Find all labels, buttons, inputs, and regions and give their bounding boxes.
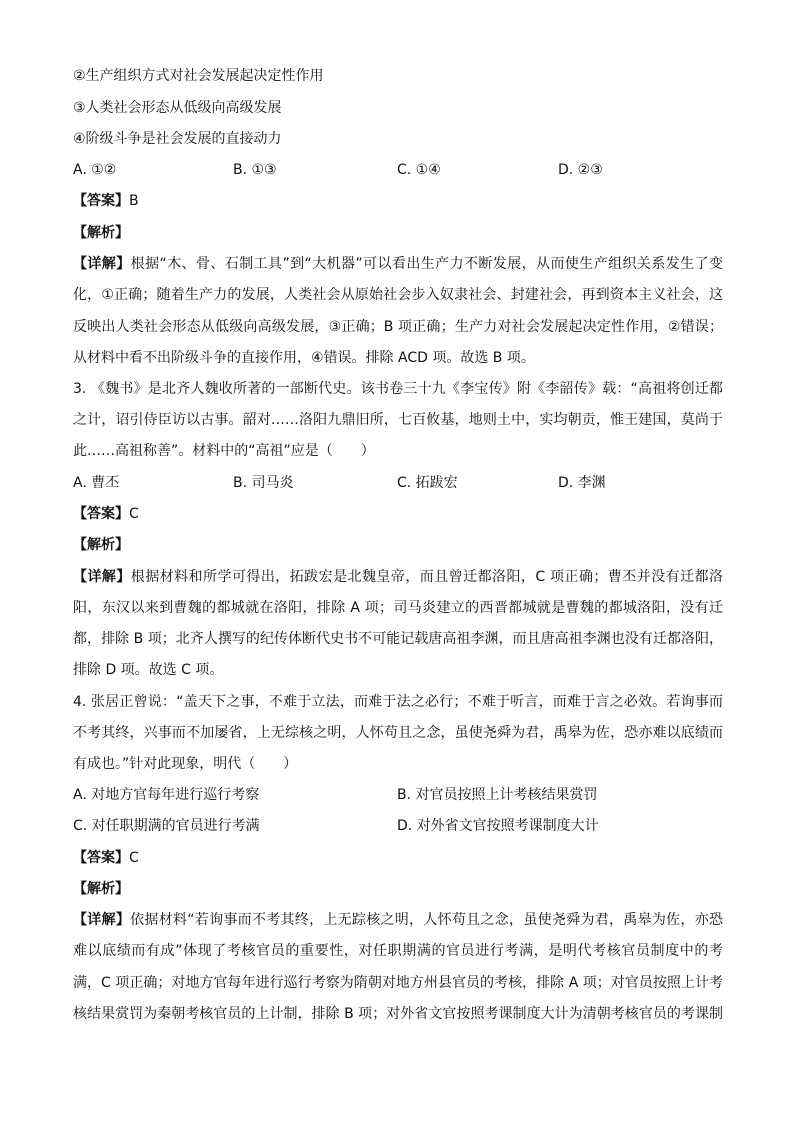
q2-statement-3: ③人类社会形态从低级向高级发展 [73, 100, 282, 116]
detail-tag: 【详解】 [73, 256, 131, 272]
q2-analysis-tag: 【解析】 [73, 225, 129, 241]
q4-option-d: D. 对外省文官按照考课制度大计 [397, 818, 599, 834]
detail-tag: 【详解】 [73, 569, 131, 585]
answer-value: C [129, 506, 139, 522]
detail-text: 根据材料和所学可得出，拓跋宏是北魏皇帝，而且曾迁都洛阳，C 项正确；曹丕并没有迁都洛 [130, 569, 723, 585]
q4-detail-line-3: 满，C 项正确；对地方官每年进行巡行考察为隋朝对地方州县官员的考核，排除 A 项；对官员按照上计考 [73, 975, 723, 991]
q3-stem-line-1: 3. 《魏书》是北齐人魏收所著的一部断代史。该书卷三十九《李宝传》附《李韶传》载：“高祖将创迁都 [73, 381, 723, 397]
q3-option-b: B. 司马炎 [233, 475, 294, 491]
q2-detail-line-2: 化，①正确；随着生产力的发展，人类社会从原始社会步入奴隶社会、封建社会，再到资本主义社会，这 [73, 287, 723, 303]
q4-detail-line-4: 核结果赏罚为秦朝考核官员的上计制，排除 B 项；对外省文官按照考课制度大计为清朝考核官员的考课制 [73, 1006, 723, 1022]
q3-answer-row [73, 504, 723, 524]
q2-detail-line-4: 从材料中看不出阶级斗争的直接作用，④错误。排除 ACD 项。故选 B 项。 [73, 350, 535, 366]
q3-detail-line-2: 阳，东汉以来到曹魏的都城就在洛阳，排除 A 项；司马炎建立的西晋都城就是曹魏的都城洛阳，没有迁 [73, 600, 723, 616]
q3-option-c: C. 拓跋宏 [397, 475, 458, 491]
q2-detail-line-1 [73, 254, 723, 274]
q3-stem-line-3: 此……高祖称善”。材料中的“高祖”应是（ ） [73, 443, 375, 459]
answer-tag: 【答案】 [73, 193, 129, 209]
detail-text: 根据“木、骨、石制工具”到“大机器”可以看出生产力不断发展，从而使生产组织关系发生了变 [130, 256, 723, 272]
q4-stem-line-1: 4. 张居正曾说：“盖天下之事，不难于立法，而难于法之必行；不难于听言，而难于言之必效。若询事而 [73, 694, 723, 710]
q3-option-a: A. 曹丕 [73, 475, 120, 491]
q4-option-b: B. 对官员按照上计考核结果赏罚 [397, 787, 598, 803]
q2-detail-line-3: 反映出人类社会形态从低级向高级发展，③正确；B 项正确；生产力对社会发展起决定性作用，②错误； [73, 319, 723, 335]
q3-analysis-tag: 【解析】 [73, 537, 129, 553]
q2-option-a: A. ①② [73, 162, 117, 178]
detail-tag: 【详解】 [73, 912, 131, 928]
q4-option-a: A. 对地方官每年进行巡行考察 [73, 787, 260, 803]
q2-statement-2: ②生产组织方式对社会发展起决定性作用 [73, 68, 324, 84]
q2-answer-row [73, 191, 723, 211]
q4-detail-line-1 [73, 910, 723, 930]
q3-option-d: D. 李渊 [558, 475, 606, 491]
q4-stem-line-3: 有成也。”针对此现象，明代（ ） [73, 756, 298, 772]
q3-detail-line-1 [73, 567, 723, 587]
q3-detail-line-4: 排除 D 项。故选 C 项。 [73, 662, 224, 678]
detail-text: 依据材料“若询事而不考其终，上无踪核之明，人怀苟且之念，虽使尧舜为君，禹皋为佐，亦恐 [130, 912, 723, 928]
q4-detail-line-2: 难以底绩而有成”体现了考核官员的重要性，对任职期满的官员进行考满，是明代考核官员制度中的考 [73, 943, 723, 959]
q4-stem-line-2: 不考其终，兴事而不加屡省，上无综核之明，人怀苟且之念，虽使尧舜为君，禹皋为佐，恐亦难以底绩而 [73, 725, 723, 741]
q2-statement-4: ④阶级斗争是社会发展的直接动力 [73, 131, 282, 147]
answer-tag: 【答案】 [73, 506, 129, 522]
answer-value: B [129, 193, 139, 209]
answer-tag: 【答案】 [73, 850, 129, 866]
q2-option-d: D. ②③ [558, 162, 603, 178]
q2-option-b: B. ①③ [233, 162, 277, 178]
q4-option-c: C. 对任职期满的官员进行考满 [73, 818, 260, 834]
q4-answer-row [73, 848, 723, 868]
q3-stem-line-2: 之计，诏引侍臣访以古事。韶对……洛阳九鼎旧所，七百攸基，地则土中，实均朝贡，惟王建国，莫尚于 [73, 412, 723, 428]
q2-option-c: C. ①④ [397, 162, 441, 178]
q4-analysis-tag: 【解析】 [73, 881, 129, 897]
answer-value: C [129, 850, 139, 866]
q3-detail-line-3: 都，排除 B 项；北齐人撰写的纪传体断代史书不可能记载唐高祖李渊，而且唐高祖李渊也没有迁都洛阳， [73, 631, 723, 647]
